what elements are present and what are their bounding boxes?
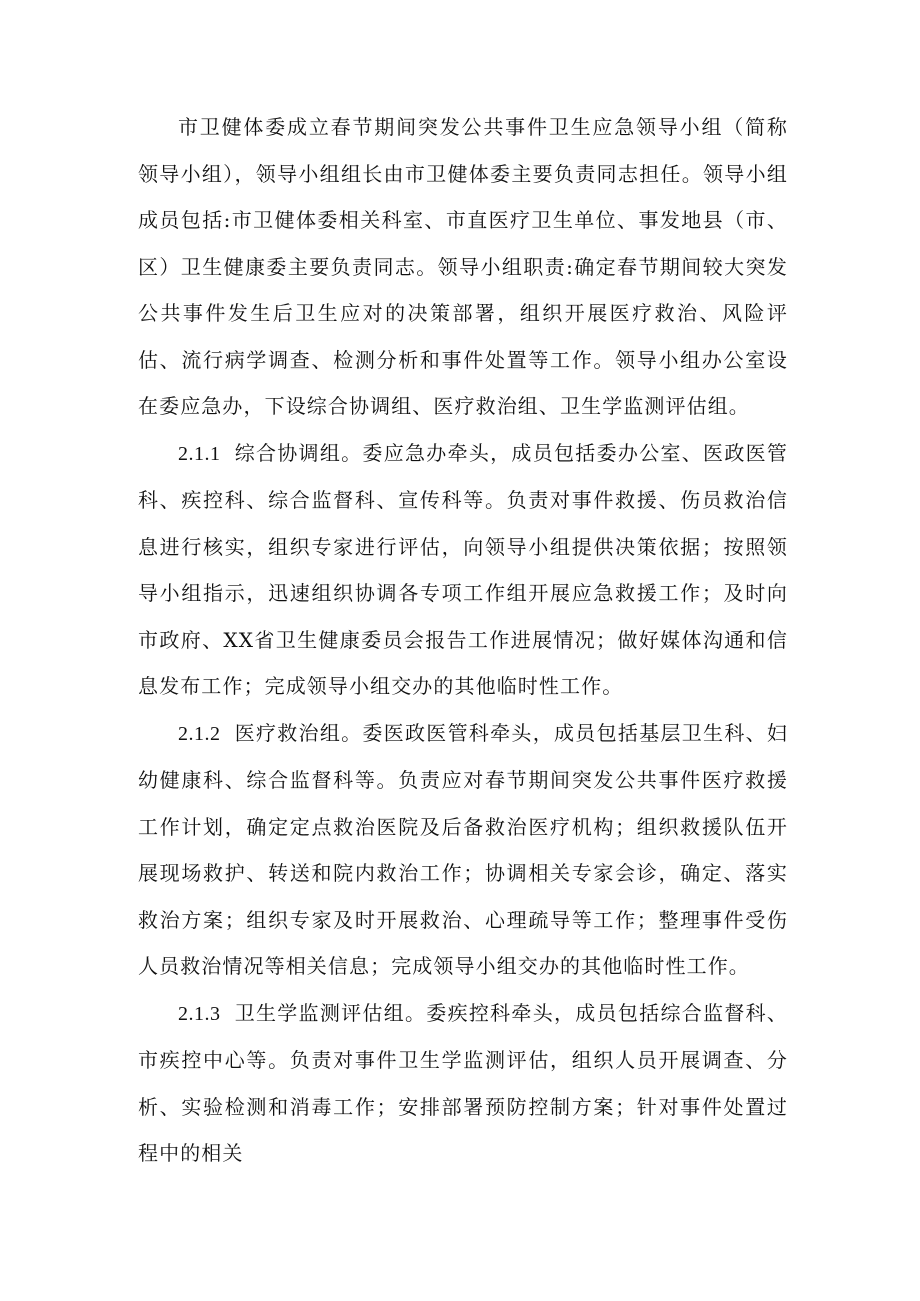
- section-number: 2.1.3: [178, 1002, 221, 1025]
- paragraph-text: 医疗救治组。委医政医管科牵头，成员包括基层卫生科、妇幼健康科、综合监督科等。负责应对春节期间突发公共事件医疗救援工作计划，确定定点救治医院及后备救治医疗机构；组织救援队伍开展现场救护、转送和院内救治工作；协调相关专家会诊，确定、落实救治方案；组织专家及时开展救治、心理疏导等工作；整理事件受伤人员救治情况等相关信息；完成领导小组交办的其他临时性工作。: [138, 720, 788, 978]
- section-number: 2.1.2: [178, 722, 221, 745]
- paragraph-text: 市卫健体委成立春节期间突发公共事件卫生应急领导小组（简称领导小组），领导小组组长由市卫健体委主要负责同志担任。领导小组成员包括:市卫健体委相关科室、市直医疗卫生单位、事发地县（市、区）卫生健康委主要负责同志。领导小组职责:确定春节期间较大突发公共事件发生后卫生应对的决策部署，组织开展医疗救治、风险评估、流行病学调查、检测分析和事件处置等工作。领导小组办公室设在委应急办，下设综合协调组、医疗救治组、卫生学监测评估组。: [138, 115, 788, 418]
- paragraph-medical-treatment-group: [138, 710, 788, 990]
- paragraph-coordination-group: [138, 430, 788, 710]
- document-body: [138, 104, 788, 1177]
- paragraph-monitoring-group: [138, 990, 788, 1177]
- section-number: 2.1.1: [178, 442, 221, 465]
- paragraph-leadership-group: [138, 104, 788, 430]
- paragraph-text: 卫生学监测评估组。委疾控科牵头，成员包括综合监督科、市疾控中心等。负责对事件卫生学监测评估，组织人员开展调查、分析、实验检测和消毒工作；安排部署预防控制方案；针对事件处置过程中的相关: [138, 1000, 788, 1165]
- paragraph-text: 综合协调组。委应急办牵头，成员包括委办公室、医政医管科、疾控科、综合监督科、宣传科等。负责对事件救援、伤员救治信息进行核实，组织专家进行评估，向领导小组提供决策依据；按照领导小组指示，迅速组织协调各专项工作组开展应急救援工作；及时向市政府、XX省卫生健康委员会报告工作进展情况；做好媒体沟通和信息发布工作；完成领导小组交办的其他临时性工作。: [138, 440, 788, 698]
